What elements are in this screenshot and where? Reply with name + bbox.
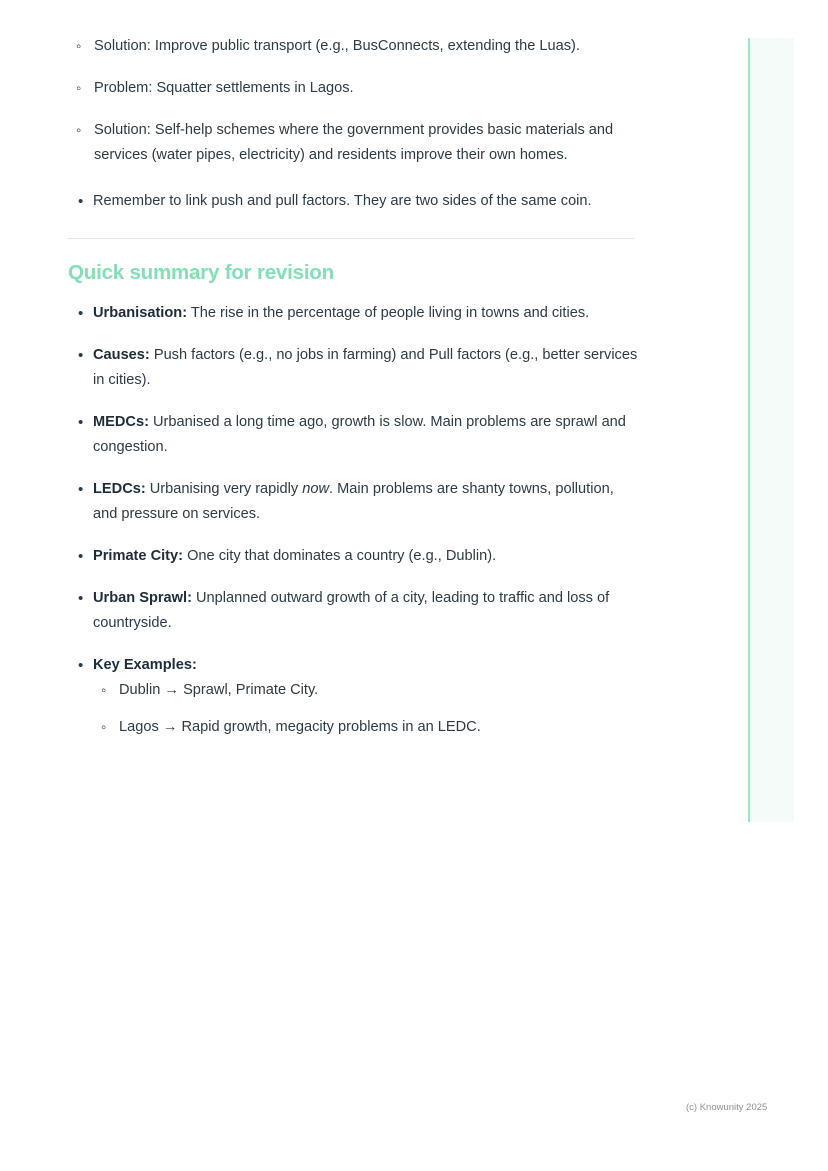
list-item-text: Problem: Squatter settlements in Lagos. xyxy=(94,80,354,96)
list-item xyxy=(68,653,638,740)
list-item-text: Urbanised a long time ago, growth is slow. Main problems are sprawl and congestion. xyxy=(93,414,626,455)
decorative-side-panel xyxy=(748,38,794,822)
list-item xyxy=(68,544,638,569)
list-item-text: Solution: Self-help schemes where the government provides basic materials and services (water pipes, electricity) and residents improve their own homes. xyxy=(94,122,614,163)
list-item-text: Lagos → Rapid growth, megacity problems in an LEDC. xyxy=(119,719,481,735)
list-item-term: Urban Sprawl: xyxy=(93,590,192,606)
list-item xyxy=(68,477,638,527)
continued-sub-list xyxy=(68,34,638,168)
closing-bullet-list xyxy=(68,189,638,214)
section-divider xyxy=(68,238,634,239)
list-item xyxy=(68,586,638,636)
summary-list xyxy=(68,301,638,740)
list-item xyxy=(68,76,638,101)
list-item-term: MEDCs: xyxy=(93,414,149,430)
list-item-term: Key Examples: xyxy=(93,657,197,673)
list-item-term: LEDCs: xyxy=(93,481,146,497)
page-footer-copyright: (c) Knowunity 2025 xyxy=(686,1102,768,1113)
list-item xyxy=(93,678,638,703)
list-item xyxy=(68,34,638,59)
list-item-text: One city that dominates a country (e.g., Dublin). xyxy=(183,548,497,564)
list-item-text: The rise in the percentage of people living in towns and cities. xyxy=(187,305,590,321)
list-item-text: Urbanising very rapidly xyxy=(145,481,303,497)
section-heading: Quick summary for revision xyxy=(68,261,334,284)
list-item xyxy=(68,410,638,460)
list-item-text: Solution: Improve public transport (e.g., BusConnects, extending the Luas). xyxy=(94,38,580,54)
list-item-text: Dublin → Sprawl, Primate City. xyxy=(119,682,319,698)
list-item-text: Push factors (e.g., no jobs in farming) and Pull factors (e.g., better services in cities). xyxy=(93,347,638,388)
list-item-text: Remember to link push and pull factors. They are two sides of the same coin. xyxy=(93,193,592,209)
document-content xyxy=(68,34,638,752)
list-item-text-cont: . Main problems are shanty towns, pollution, and pressure on services. xyxy=(93,481,614,522)
list-item-term: Urbanisation: xyxy=(93,305,188,321)
list-item xyxy=(68,343,638,393)
key-examples-list xyxy=(93,678,638,740)
list-item-term: Causes: xyxy=(93,347,150,363)
list-item xyxy=(93,715,638,740)
list-item xyxy=(68,189,638,214)
list-item xyxy=(68,118,638,168)
list-item-term: Primate City: xyxy=(93,548,184,564)
list-item xyxy=(68,301,638,326)
list-item-text: Unplanned outward growth of a city, leading to traffic and loss of countryside. xyxy=(93,590,610,631)
list-item-emphasis: now xyxy=(302,481,330,497)
